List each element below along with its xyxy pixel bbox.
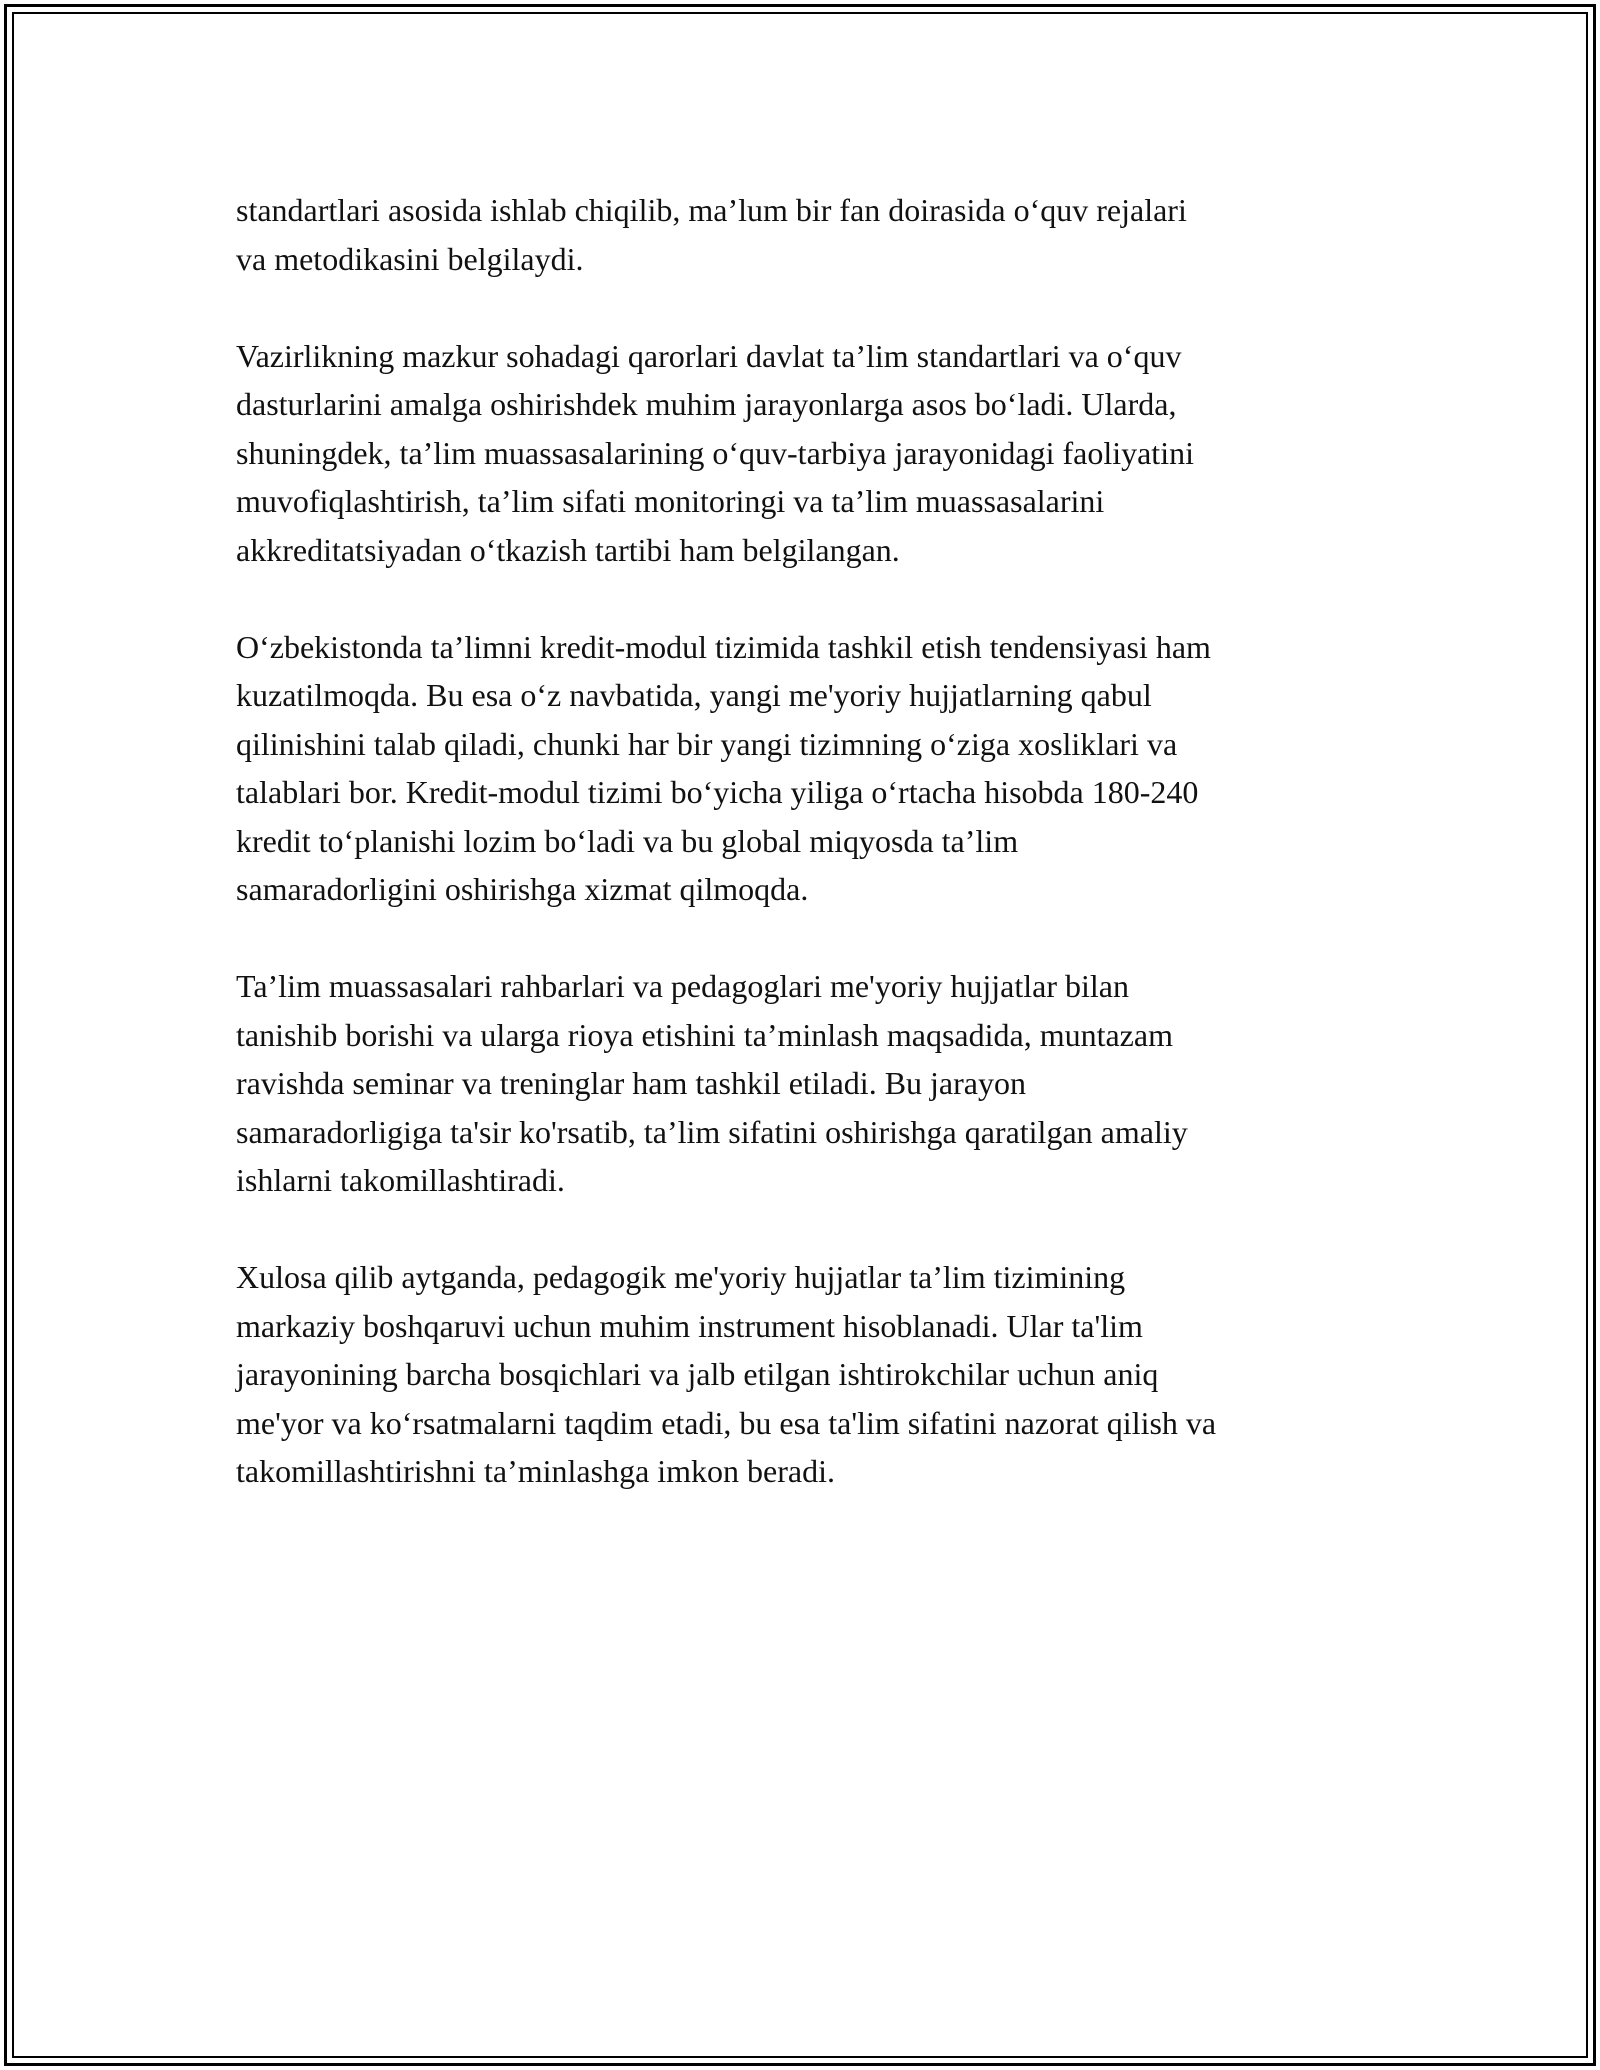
document-body [236,186,1366,1544]
paragraph: Ta’lim muassasalari rahbarlari va pedagoglari me'yoriy hujjatlar bilan tanishib borishi va ularga rioya etishini ta’minlash maqsadida, muntazam ravishda seminar va treninglar ham tashkil etiladi. Bu jarayon samaradorligiga ta'sir ko'rsatib, ta’lim sifatini oshirishga qaratilgan amaliy ishlarni takomillashtiradi. [236,968,1188,1198]
paragraph: Xulosa qilib aytganda, pedagogik me'yoriy hujjatlar ta’lim tizimining markaziy boshqaruvi uchun muhim instrument hisoblanadi. Ular ta'lim jarayonining barcha bosqichlari va jalb etilgan ishtirokchilar uchun aniq me'yor va ko‘rsatmalarni taqdim etadi, bu esa ta'lim sifatini nazorat qilish va takomillashtirishni ta’minlashga imkon beradi. [236,1259,1217,1489]
paragraph: standartlari asosida ishlab chiqilib, ma’lum bir fan doirasida o‘quv rejalari va metodikasini belgilaydi. [236,192,1187,277]
paragraph: Vazirlikning mazkur sohadagi qarorlari davlat ta’lim standartlari va o‘quv dasturlarini amalga oshirishdek muhim jarayonlarga asos bo‘ladi. Ularda, shuningdek, ta’lim muassasalarining o‘quv-tarbiya jarayonidagi faoliyatini muvofiqlashtirish, ta’lim sifati monitoringi va ta’lim muassasalarini akkreditatsiyadan o‘tkazish tartibi ham belgilangan. [236,337,1194,568]
paragraph: O‘zbekistonda ta’limni kredit-modul tizimida tashkil etish tendensiyasi ham kuzatilmoqda. Bu esa o‘z navbatida, yangi me'yoriy hujjatlarning qabul qilinishini talab qiladi, chunki har bir yangi tizimning o‘ziga xosliklari va talablari bor. Kredit-modul tizimi bo‘yicha yiliga o‘rtacha hisobda 180-240 kredit to‘planishi lozim bo‘ladi va bu global miqyosda ta’lim samaradorligini oshirishga xizmat qilmoqda. [236,628,1211,907]
